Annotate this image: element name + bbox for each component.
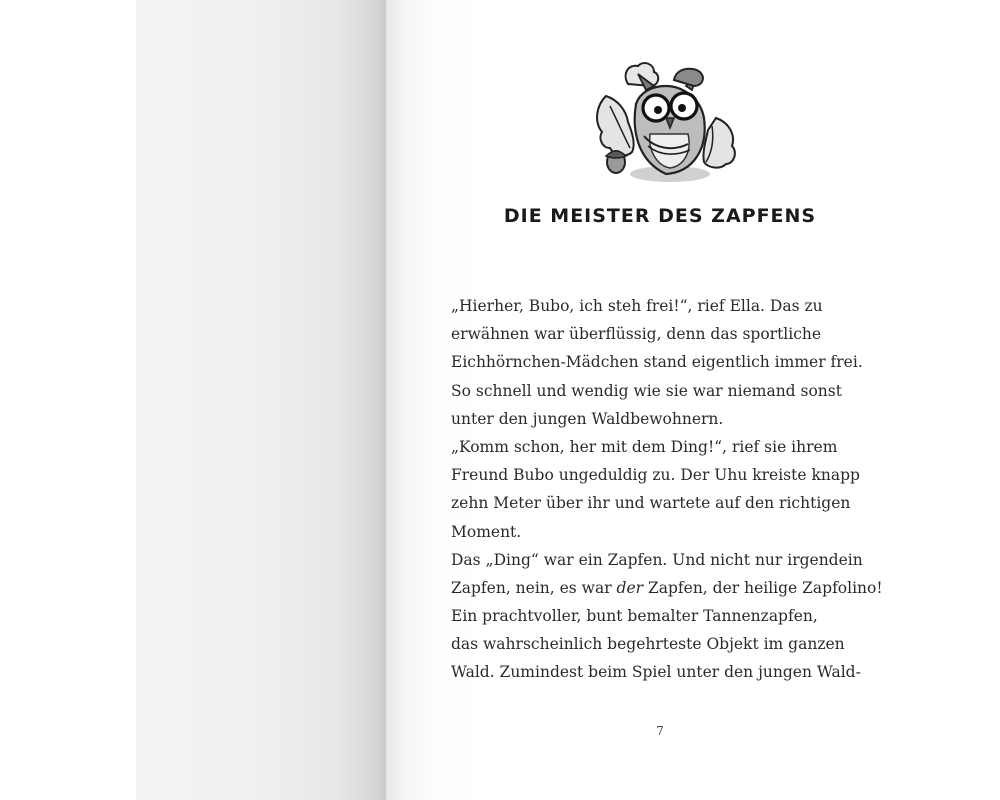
text-line: „Hierher, Bubo, ich steh frei!“, rief Ella. Das zu [451, 297, 823, 315]
text-line: Das „Ding“ war ein Zapfen. Und nicht nur irgendein [451, 550, 863, 569]
text-line: unter den jungen Waldbewohnern. [451, 409, 724, 428]
text-line: Moment. [451, 522, 522, 541]
text-line: Freund Bubo ungeduldig zu. Der Uhu kreiste knapp [451, 466, 860, 485]
text-line: Eichhörnchen-Mädchen stand eigentlich immer frei. [451, 353, 863, 372]
text-line: Ein prachtvoller, bunt bemalter Tannenzapfen, [451, 607, 818, 626]
chapter-body-text [451, 292, 883, 687]
emphasized-word: der [616, 578, 644, 597]
text-line: erwähnen war überflüssig, denn das sportliche [451, 325, 822, 344]
text-line: So schnell und wendig wie sie war niemand sonst [451, 381, 842, 400]
text-segment: Zapfen, nein, es war [451, 578, 617, 597]
text-line: das wahrscheinlich begehrteste Objekt im ganzen [451, 635, 845, 654]
left-page [136, 0, 386, 800]
text-line: Wald. Zumindest beim Spiel unter den jungen Wald- [451, 663, 861, 682]
text-line: „Komm schon, her mit dem Ding!“, rief sie ihrem [451, 437, 838, 456]
page-number: 7 [656, 724, 664, 738]
text-line: zehn Meter über ihr und wartete auf den richtigen [451, 494, 851, 513]
text-segment: Zapfen, der heilige Zapfolino! [643, 578, 883, 597]
chapter-title: DIE MEISTER DES ZAPFENS [503, 205, 817, 227]
owl-illustration [588, 56, 748, 192]
text-line [451, 574, 883, 602]
